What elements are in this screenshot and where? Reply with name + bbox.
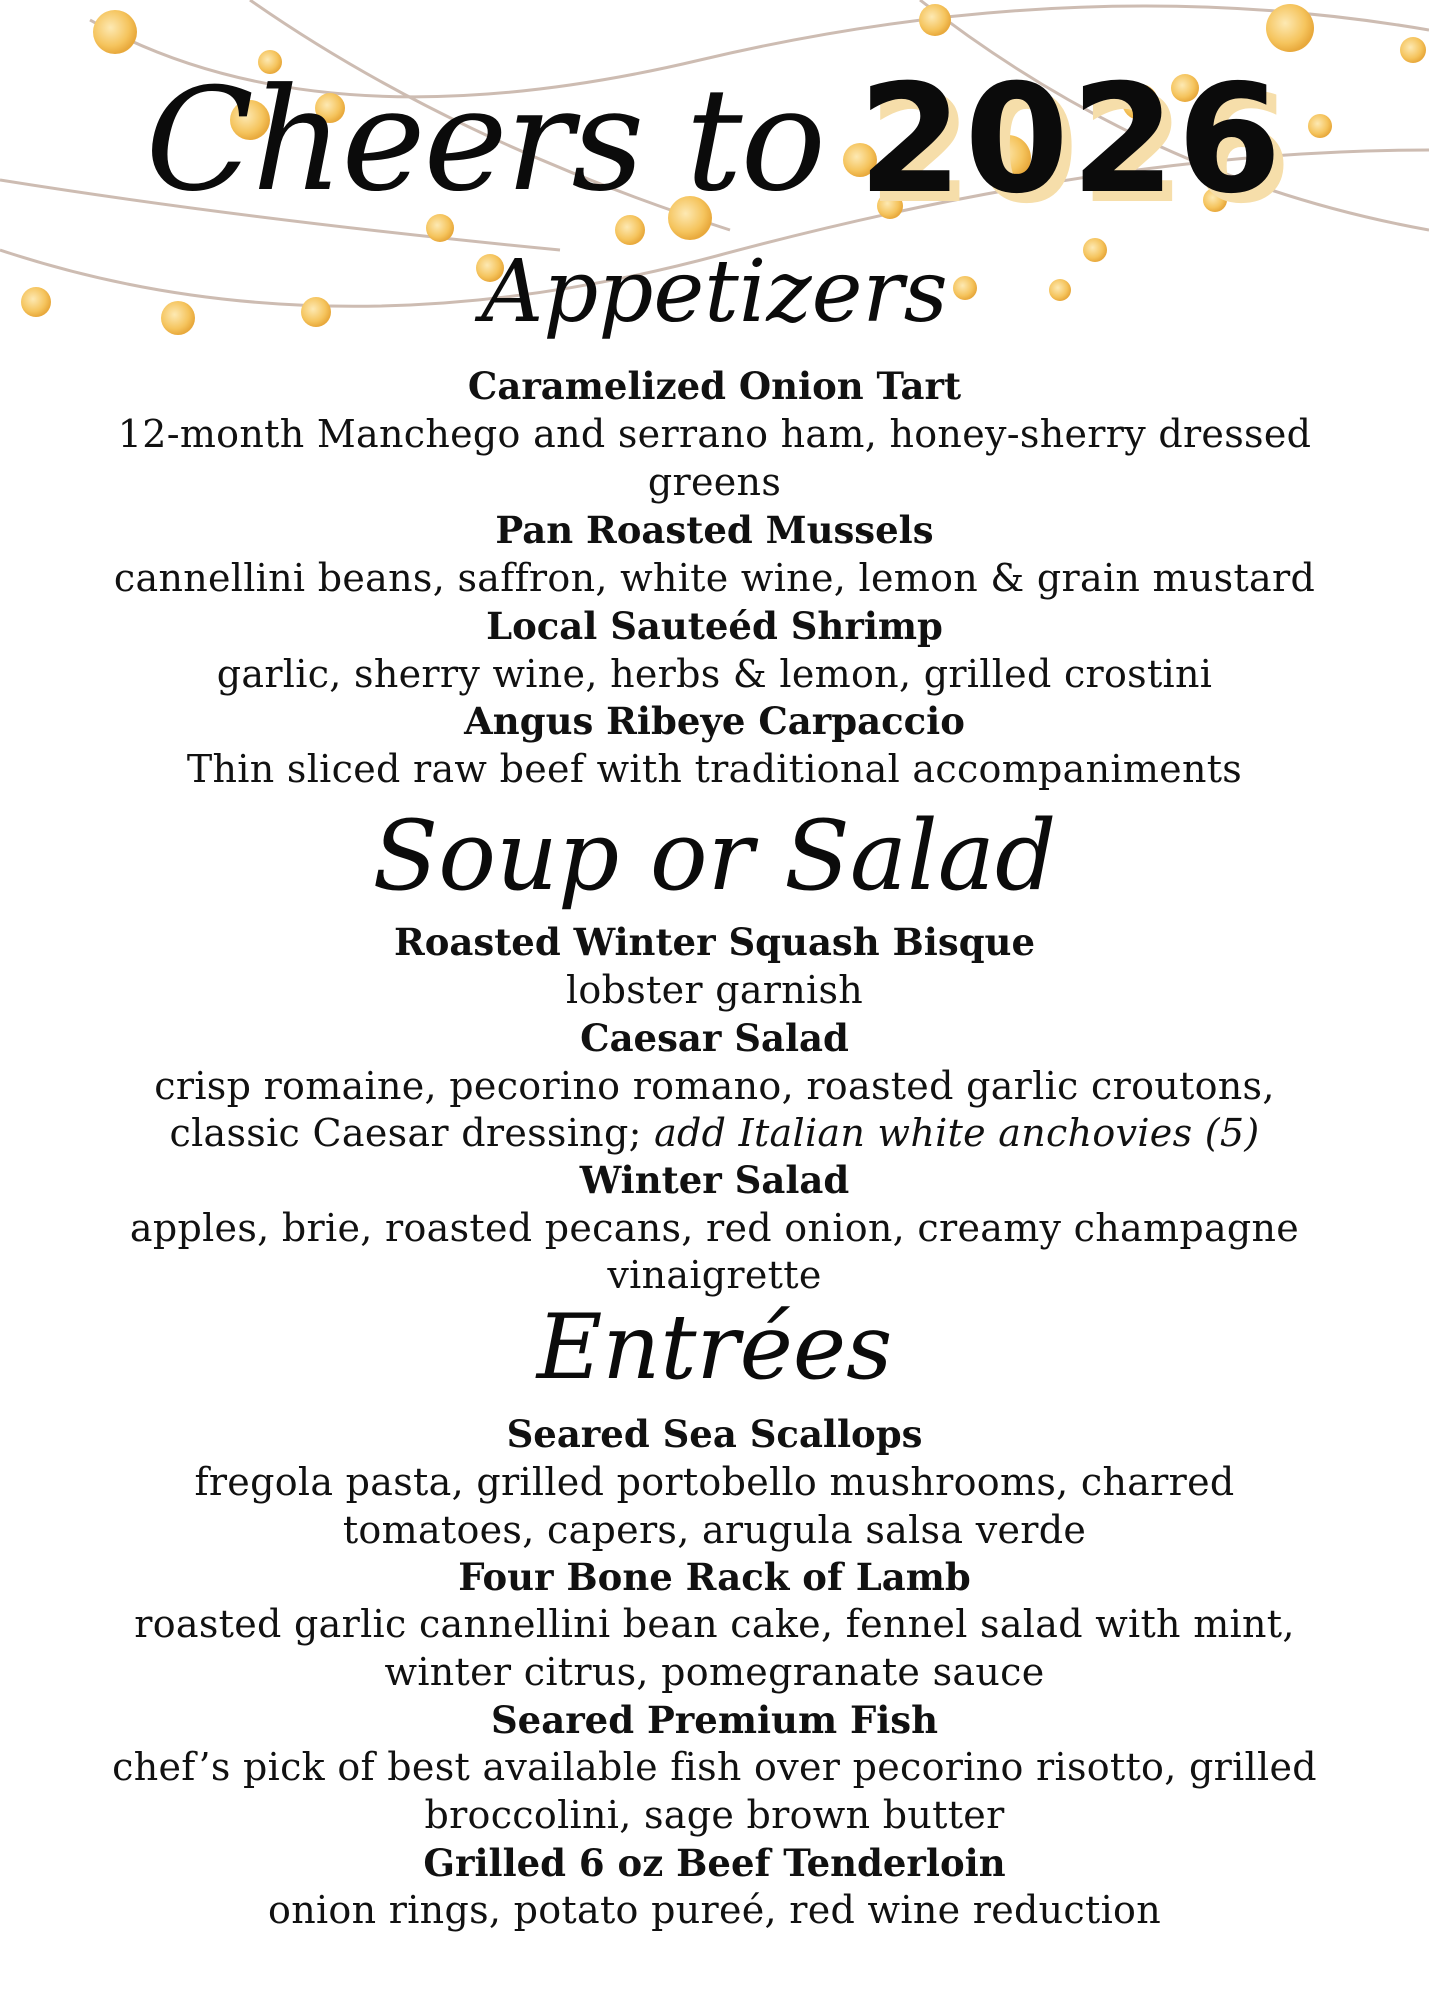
- dish-description: vinaigrette: [607, 1253, 822, 1297]
- dish-name: Angus Ribeye Carpaccio: [464, 699, 965, 743]
- dish-description: greens: [647, 460, 782, 504]
- section-heading-soup-or-salad: Soup or Salad: [372, 800, 1057, 912]
- dish-name: Local Sauteéd Shrimp: [486, 604, 943, 648]
- dish-name: Caramelized Onion Tart: [467, 364, 962, 408]
- dish-name: Four Bone Rack of Lamb: [458, 1555, 971, 1599]
- dish-description: apples, brie, roasted pecans, red onion, creamy champagne: [129, 1206, 1300, 1250]
- dish-description: broccolini, sage brown butter: [424, 1793, 1005, 1837]
- dish-description: winter citrus, pomegranate sauce: [384, 1650, 1045, 1694]
- dish-name: Seared Sea Scallops: [506, 1412, 923, 1456]
- dish-description: chef’s pick of best available fish over pecorino risotto, grilled: [112, 1745, 1317, 1789]
- dish-description: lobster garnish: [565, 968, 864, 1012]
- section-heading-entrees: Entrées: [536, 1295, 893, 1400]
- dish-description: cannellini beans, saffron, white wine, lemon & grain mustard: [113, 556, 1316, 600]
- dish-description: garlic, sherry wine, herbs & lemon, grilled crostini: [216, 652, 1213, 696]
- dish-description: roasted garlic cannellini bean cake, fennel salad with mint,: [134, 1602, 1295, 1646]
- dish-description: crisp romaine, pecorino romano, roasted garlic croutons,: [154, 1064, 1275, 1108]
- dish-addon-note: add Italian white anchovies (5): [654, 1111, 1260, 1155]
- dish-description: Thin sliced raw beef with traditional accompaniments: [186, 747, 1243, 791]
- dish-description-text: classic Caesar dressing;: [169, 1111, 642, 1155]
- dish-name: Caesar Salad: [580, 1016, 849, 1060]
- dish-name: Roasted Winter Squash Bisque: [393, 920, 1036, 964]
- page-title: [0, 40, 1429, 240]
- dish-description: fregola pasta, grilled portobello mushrooms, charred: [194, 1460, 1235, 1504]
- dish-name: Seared Premium Fish: [490, 1698, 939, 1742]
- dish-description: tomatoes, capers, arugula salsa verde: [342, 1508, 1087, 1552]
- dish-name: Grilled 6 oz Beef Tenderloin: [423, 1841, 1006, 1885]
- dish-description: [0, 1109, 1429, 1157]
- dish-name: Winter Salad: [579, 1158, 850, 1202]
- dish-description: onion rings, potato pureé, red wine reduction: [268, 1888, 1161, 1932]
- dish-name: Pan Roasted Mussels: [495, 508, 934, 552]
- dish-description: 12-month Manchego and serrano ham, honey-sherry dressed: [117, 412, 1312, 456]
- title-script-text: Cheers to: [145, 57, 825, 223]
- title-year: 2026: [858, 53, 1284, 227]
- section-heading-appetizers: Appetizers: [481, 242, 948, 342]
